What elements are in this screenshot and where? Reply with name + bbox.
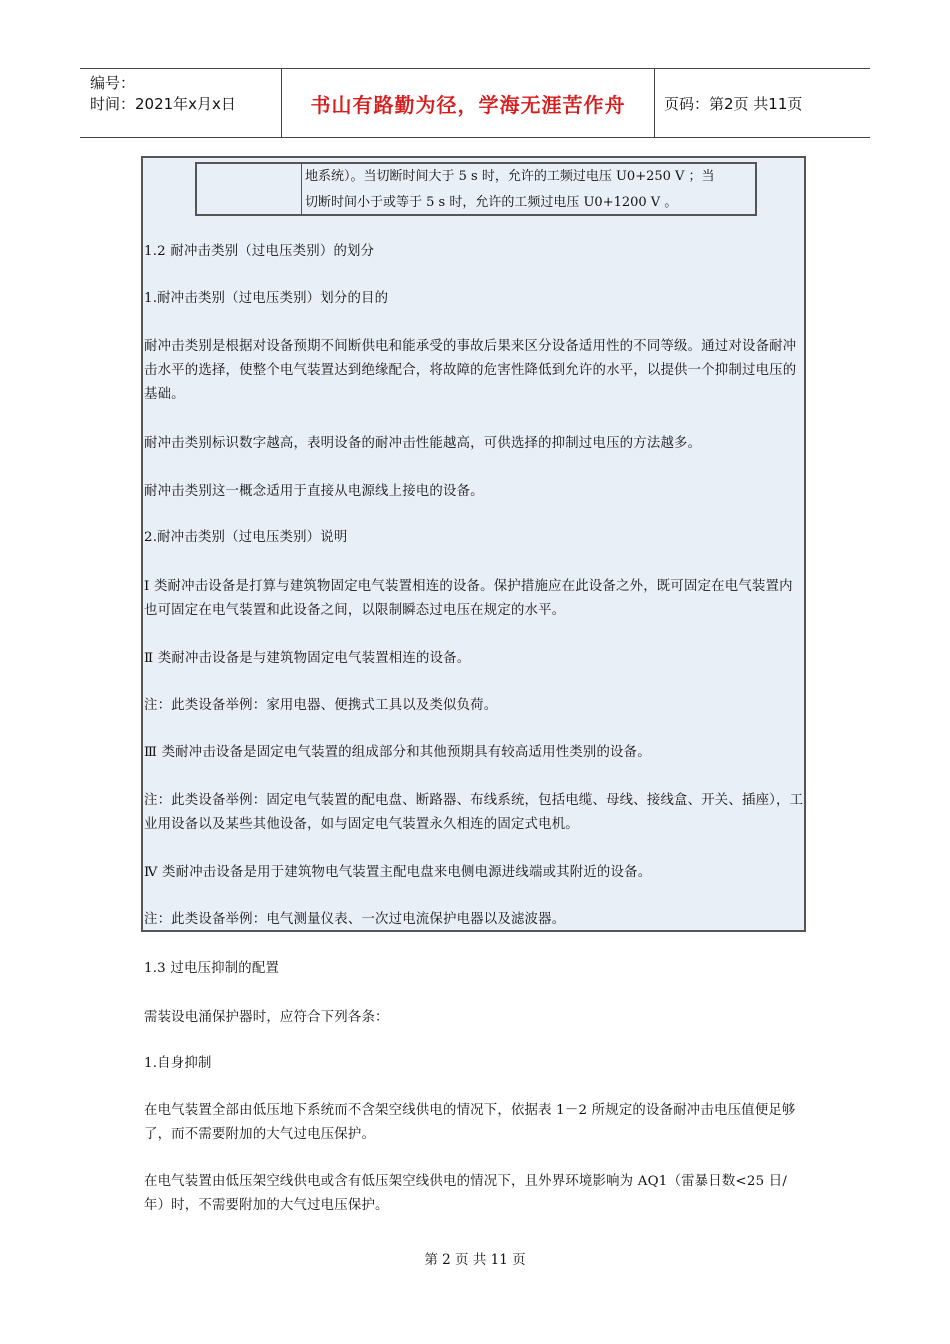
paragraph-class-4: Ⅳ 类耐冲击设备是用于建筑物电气装置主配电盘来电侧电源进线端或其附近的设备。 [144, 865, 652, 880]
paragraph-overhead: 在电气装置由低压架空线供电或含有低压架空线供电的情况下，且外界环境影响为 AQ1（雷暴日数<25 日/年）时，不需要附加的大气过电压保护。 [144, 1174, 788, 1213]
paragraph-class-1: Ⅰ 类耐冲击设备是打算与建筑物固定电气装置相连的设备。保护措施应在此设备之外，既可固定在电气装置内也可固定在电气装置和此设备之间，以限制瞬态过电压在规定的水平。 [144, 579, 793, 618]
date-line: 时间：2021年x月x日 [90, 95, 236, 113]
paragraph-definition: 耐冲击类别是根据对设备预期不间断供电和能承受的事故后果来区分设备适用性的不同等级。通过对设备耐冲击水平的选择，使整个电气装置达到绝缘配合，将故障的危害性降低到允许的水平，以提供一个抑制过电压的基础。 [144, 339, 797, 402]
paragraph-class-3: Ⅲ 类耐冲击设备是固定电气装置的组成部分和其他预期具有较高适用性类别的设备。 [144, 745, 651, 760]
inner-table-empty-cell [197, 164, 302, 214]
header-motto: 书山有路勤为径，学海无涯苦作舟 [282, 69, 655, 137]
subheading-purpose: 1.耐冲击类别（过电压类别）划分的目的 [144, 291, 389, 306]
header-meta [80, 69, 282, 137]
page-header [80, 68, 870, 138]
note-class-3: 注：此类设备举例：固定电气装置的配电盘、断路器、布线系统，包括电缆、母线、接线盒、开关、插座），工业用设备以及某些其他设备，如与固定电气装置永久相连的固定式电机。 [144, 793, 804, 832]
paragraph-underground: 在电气装置全部由低压地下系统而不含架空线供电的情况下，依据表 1－2 所规定的设备耐冲击电压值便足够了，而不需要附加的大气过电压保护。 [144, 1103, 796, 1142]
subheading-self-suppression: 1.自身抑制 [144, 1056, 212, 1071]
paragraph-requirements: 需装设电涌保护器时，应符合下列各条： [144, 1010, 389, 1025]
inner-table-text-cell [302, 164, 755, 214]
inner-table-line-1: 地系统）。当切断时间大于 5 s 时，允许的工频过电压 U0+250 V ；当 [305, 169, 715, 184]
paragraph-applicability: 耐冲击类别这一概念适用于直接从电源线上接电的设备。 [144, 484, 484, 499]
header-page-info: 页码：第2页 共11页 [664, 94, 803, 113]
page-footer: 第 2 页 共 11 页 [424, 1252, 526, 1268]
section-heading-1-2: 1.2 耐冲击类别（过电压类别）的划分 [144, 244, 375, 259]
section-heading-1-3: 1.3 过电压抑制的配置 [144, 961, 280, 976]
inner-table [195, 162, 757, 216]
note-class-2: 注：此类设备举例：家用电器、便携式工具以及类似负荷。 [144, 698, 498, 713]
subheading-description: 2.耐冲击类别（过电压类别）说明 [144, 530, 348, 545]
paragraph-identifier: 耐冲击类别标识数字越高，表明设备的耐冲击性能越高，可供选择的抑制过电压的方法越多。 [144, 436, 702, 451]
paragraph-class-2: Ⅱ 类耐冲击设备是与建筑物固定电气装置相连的设备。 [144, 651, 471, 666]
serial-label: 编号： [90, 74, 136, 92]
inner-table-line-2: 切断时间小于或等于 5 s 时，允许的工频过电压 U0+1200 V 。 [305, 195, 678, 210]
note-class-4: 注：此类设备举例：电气测量仪表、一次过电流保护电器以及滤波器。 [144, 912, 566, 927]
